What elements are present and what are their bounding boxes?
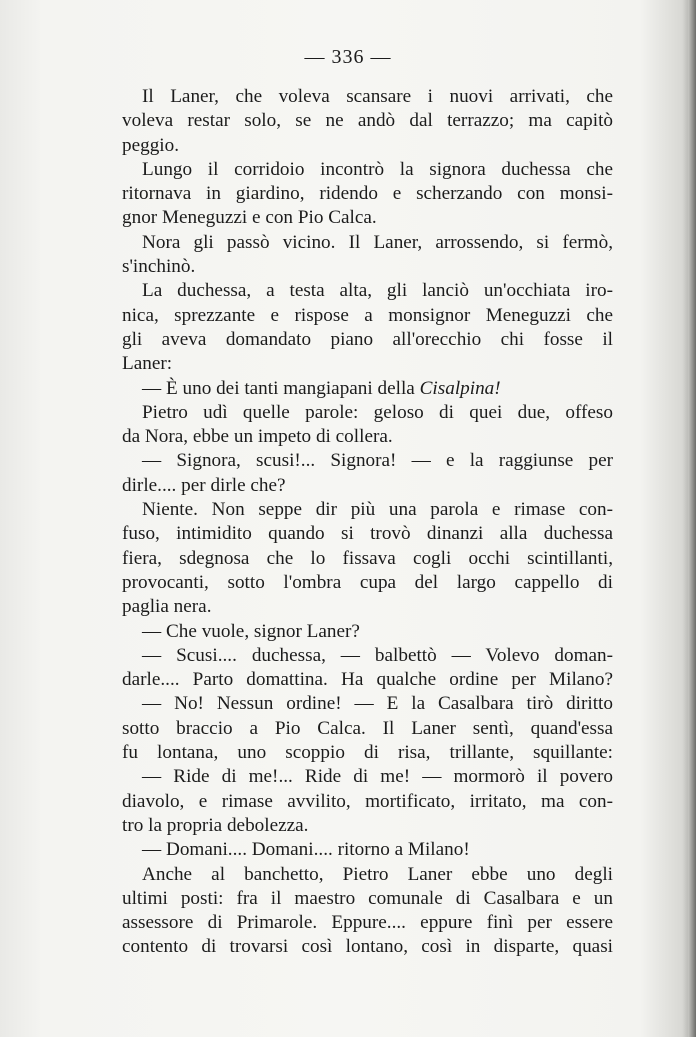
text-line (122, 425, 613, 449)
text-line (122, 182, 613, 206)
text-line-content: Niente. Non seppe dir più una parola e rimase con- (142, 499, 613, 521)
text-line (122, 377, 613, 401)
text-line-content: La duchessa, a testa alta, gli lanciò un'occhiata iro- (142, 280, 613, 302)
text-line-content: da Nora, ebbe un impeto di collera. (122, 426, 393, 448)
text-line-content: nica, sprezzante e rispose a monsignor Meneguzzi che (122, 304, 613, 326)
text-line-content: Il Laner, che voleva scansare i nuovi arrivati, che (142, 86, 613, 107)
text-line-content: diavolo, e rimase avvilito, mortificato, irritato, ma con- (122, 790, 613, 812)
text-line-content: fuso, intimidito quando si trovò dinanzi alla duchessa (122, 523, 613, 545)
text-line (122, 717, 613, 741)
text-line-content: darle.... Parto domattina. Ha qualche ordine per Milano? (122, 669, 613, 691)
text-line (122, 279, 613, 303)
text-line (122, 109, 613, 133)
text-line (122, 887, 613, 911)
text-line-content: — È uno dei tanti mangiapani della (142, 377, 415, 399)
text-line-content: — Scusi.... duchessa, — balbettò — Volevo doman- (142, 644, 613, 666)
page-edge-shadow (688, 0, 696, 1037)
page-number: — 336 — (304, 46, 392, 68)
text-line (122, 401, 613, 425)
text-line (122, 255, 613, 279)
text-line (122, 571, 613, 595)
text-line-content: Laner: (122, 353, 173, 375)
text-line-content: sotto braccio a Pio Calca. Il Laner sentì, quand'essa (122, 717, 613, 739)
text-line (122, 935, 613, 959)
text-line-content: Lungo il corridoio incontrò la signora duchessa che (142, 158, 613, 180)
text-line (122, 158, 613, 182)
text-line-content: gnor Meneguzzi e con Pio Calca. (122, 207, 377, 229)
text-line (122, 790, 613, 814)
text-line (122, 838, 613, 862)
text-line-content: — No! Nessun ordine! — E la Casalbara tirò diritto (142, 693, 613, 715)
text-line (122, 352, 613, 376)
text-line (122, 644, 613, 668)
text-line-content: assessore di Primarole. Eppure.... eppure finì per essere (122, 912, 613, 934)
text-line (122, 474, 613, 498)
text-line-content: Nora gli passò vicino. Il Laner, arrossendo, si fermò, (142, 231, 613, 253)
text-line-content: Anche al banchetto, Pietro Laner ebbe uno degli (142, 863, 613, 885)
text-line-content: dirle.... per dirle che? (122, 474, 286, 496)
text-line-content: voleva restar solo, se ne andò dal terrazzo; ma capitò (122, 110, 613, 132)
text-line (122, 231, 613, 255)
text-line (122, 304, 613, 328)
text-line-content: gli aveva domandato piano all'orecchio chi fosse il (122, 328, 613, 350)
text-line-content: contento di trovarsi così lontano, così in disparte, quasi (122, 936, 613, 958)
text-line (122, 620, 613, 644)
italic-word: Cisalpina! (419, 377, 501, 399)
text-line (122, 595, 613, 619)
text-line-content: ultimi posti: fra il maestro comunale di Casalbara e un (122, 887, 613, 909)
text-line (122, 134, 613, 158)
text-line-content: tro la propria debolezza. (122, 814, 309, 836)
text-line (122, 498, 613, 522)
text-line-content: Pietro udì quelle parole: geloso di quei due, offeso (142, 401, 613, 423)
text-line-content: ritornava in giardino, ridendo e scherzando con monsi- (122, 183, 613, 205)
text-line (122, 668, 613, 692)
text-line (122, 206, 613, 230)
text-line (122, 863, 613, 887)
text-line-content: paglia nera. (122, 596, 212, 618)
text-line (122, 692, 613, 716)
text-line-content: provocanti, sotto l'ombra cupa del largo cappello di (122, 571, 613, 593)
body-text (122, 85, 613, 960)
text-line-content: — Signora, scusi!... Signora! — e la raggiunse per (142, 450, 613, 472)
text-line (122, 911, 613, 935)
text-line (122, 328, 613, 352)
text-line (122, 449, 613, 473)
text-line-content: — Che vuole, signor Laner? (142, 620, 360, 642)
text-line-content: peggio. (122, 134, 180, 156)
text-line-content: s'inchinò. (122, 256, 196, 278)
text-line (122, 522, 613, 546)
text-line-content: — Domani.... Domani.... ritorno a Milano! (142, 839, 470, 861)
text-line-content: fiera, sdegnosa che lo fissava cogli occhi scintillanti, (122, 547, 613, 569)
text-line (122, 741, 613, 765)
text-line (122, 85, 613, 109)
text-line (122, 547, 613, 571)
text-line (122, 814, 613, 838)
text-line-content: fu lontana, uno scoppio di risa, trillante, squillante: (122, 742, 613, 764)
text-line-content: — Ride di me!... Ride di me! — mormorò il povero (142, 766, 613, 788)
text-line (122, 765, 613, 789)
